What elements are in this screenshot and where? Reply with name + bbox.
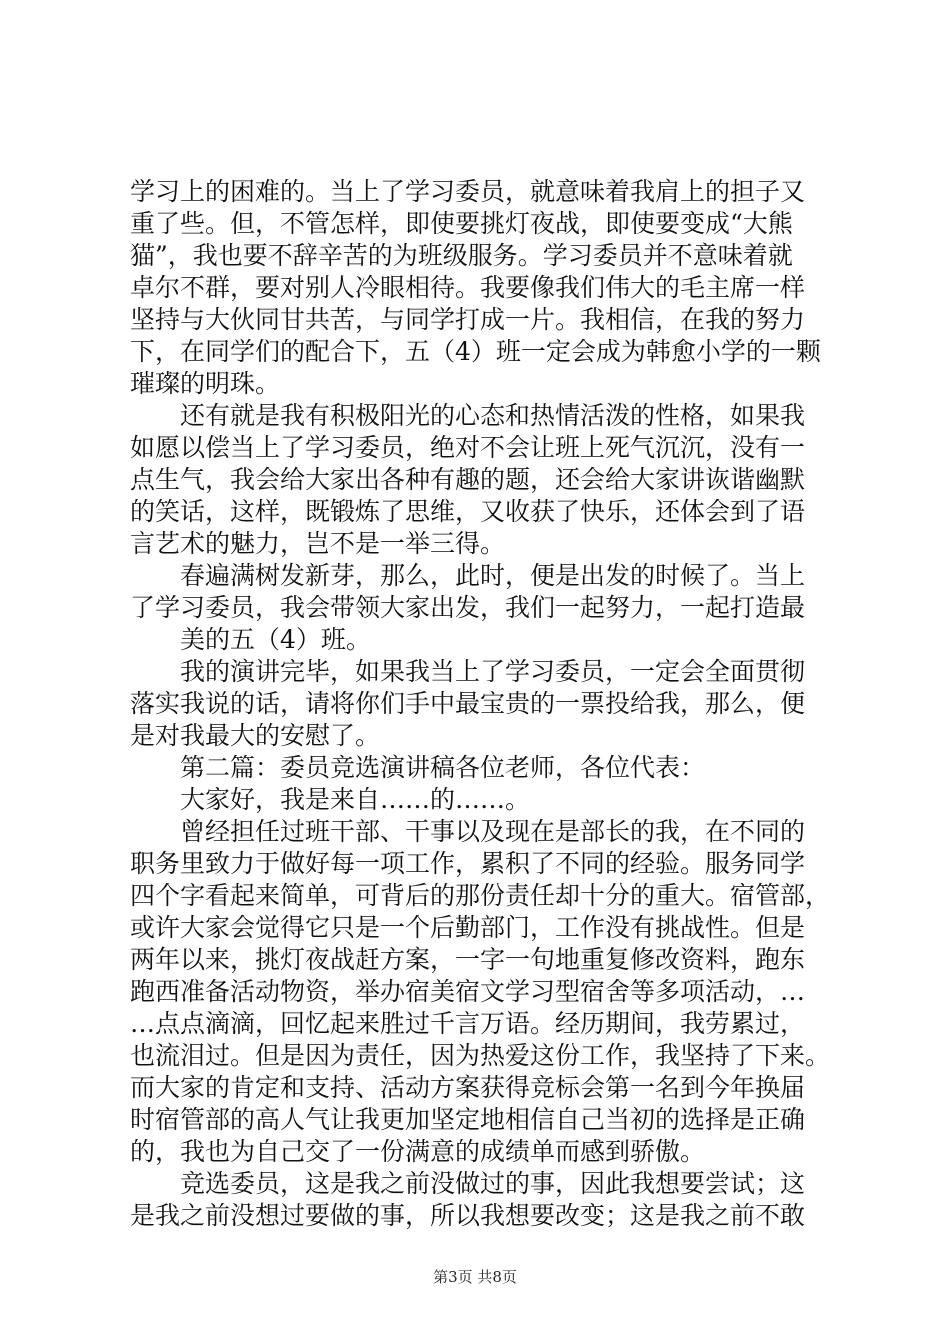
text-line: 时宿管部的高人气让我更加坚定地相信自己当初的选择是正确	[130, 1105, 806, 1134]
text-line: 美的五（4）班。	[180, 625, 371, 654]
text-line: 或许大家会觉得它只是一个后勤部门，工作没有挑战性。但是	[130, 913, 806, 942]
text-line: 坚持与大伙同甘共苦，与同学打成一片。我相信，在我的努力	[130, 305, 806, 334]
text-line: 竞选委员，这是我之前没做过的事，因此我想要尝试；这	[180, 1169, 806, 1198]
text-line: 学习上的困难的。当上了学习委员，就意味着我肩上的担子又	[130, 177, 806, 206]
text-line: 如愿以偿当上了学习委员，绝对不会让班上死气沉沉，没有一	[130, 433, 806, 462]
text-line: 的笑话，这样，既锻炼了思维，又收获了快乐，还体会到了语	[130, 497, 806, 526]
text-line: 两年以来，挑灯夜战赶方案，一字一句地重复修改资料，跑东	[130, 945, 806, 974]
text-line: 了学习委员，我会带领大家出发，我们一起努力，一起打造最	[130, 593, 806, 622]
text-line: 落实我说的话，请将你们手中最宝贵的一票投给我，那么，便	[130, 689, 806, 718]
text-line: 言艺术的魅力，岂不是一举三得。	[130, 529, 506, 558]
text-line: 猫”，我也要不辞辛苦的为班级服务。学习委员并不意味着就	[130, 241, 793, 270]
text-line: 曾经担任过班干部、干事以及现在是部长的我，在不同的	[180, 817, 806, 846]
text-line: 璀璨的明珠。	[130, 369, 281, 398]
text-line: 而大家的肯定和支持、活动方案获得竞标会第一名到今年换届	[130, 1073, 806, 1102]
text-line: 点生气，我会给大家出各种有趣的题，还会给大家讲诙谐幽默	[130, 465, 806, 494]
text-line: 四个字看起来简单，可背后的那份责任却十分的重大。宿管部，	[130, 881, 831, 910]
text-line: 的，我也为自己交了一份满意的成绩单而感到骄傲。	[130, 1137, 706, 1166]
text-line: 还有就是我有积极阳光的心态和热情活泼的性格，如果我	[180, 401, 806, 430]
section-heading: 第二篇：委员竞选演讲稿各位老师，各位代表：	[180, 753, 706, 782]
text-line: 是对我最大的安慰了。	[130, 721, 381, 750]
text-line: 我的演讲完毕，如果我当上了学习委员，一定会全面贯彻	[180, 657, 806, 686]
page-footer: 第3页 共8页	[433, 1268, 517, 1286]
text-line: 重了些。但，不管怎样，即使要挑灯夜战，即使要变成“大熊	[130, 209, 793, 238]
text-line: 大家好，我是来自……的……。	[180, 785, 531, 814]
text-line: 也流泪过。但是因为责任，因为热爱这份工作，我坚持了下来。	[130, 1041, 831, 1070]
text-line: 卓尔不群，要对别人冷眼相待。我要像我们伟大的毛主席一样	[130, 273, 806, 302]
text-line: 下，在同学们的配合下，五（4）班一定会成为韩愈小学的一颗	[130, 337, 821, 366]
text-line: 是我之前没想过要做的事，所以我想要改变；这是我之前不敢	[130, 1201, 806, 1230]
text-line: …点点滴滴，回忆起来胜过千言万语。经历期间，我劳累过，	[130, 1009, 806, 1038]
text-line: 春遍满树发新芽，那么，此时，便是出发的时候了。当上	[180, 561, 806, 590]
text-line: 跑西准备活动物资，举办宿美宿文学习型宿舍等多项活动，…	[130, 977, 806, 1006]
text-line: 职务里致力于做好每一项工作，累积了不同的经验。服务同学	[130, 849, 806, 878]
